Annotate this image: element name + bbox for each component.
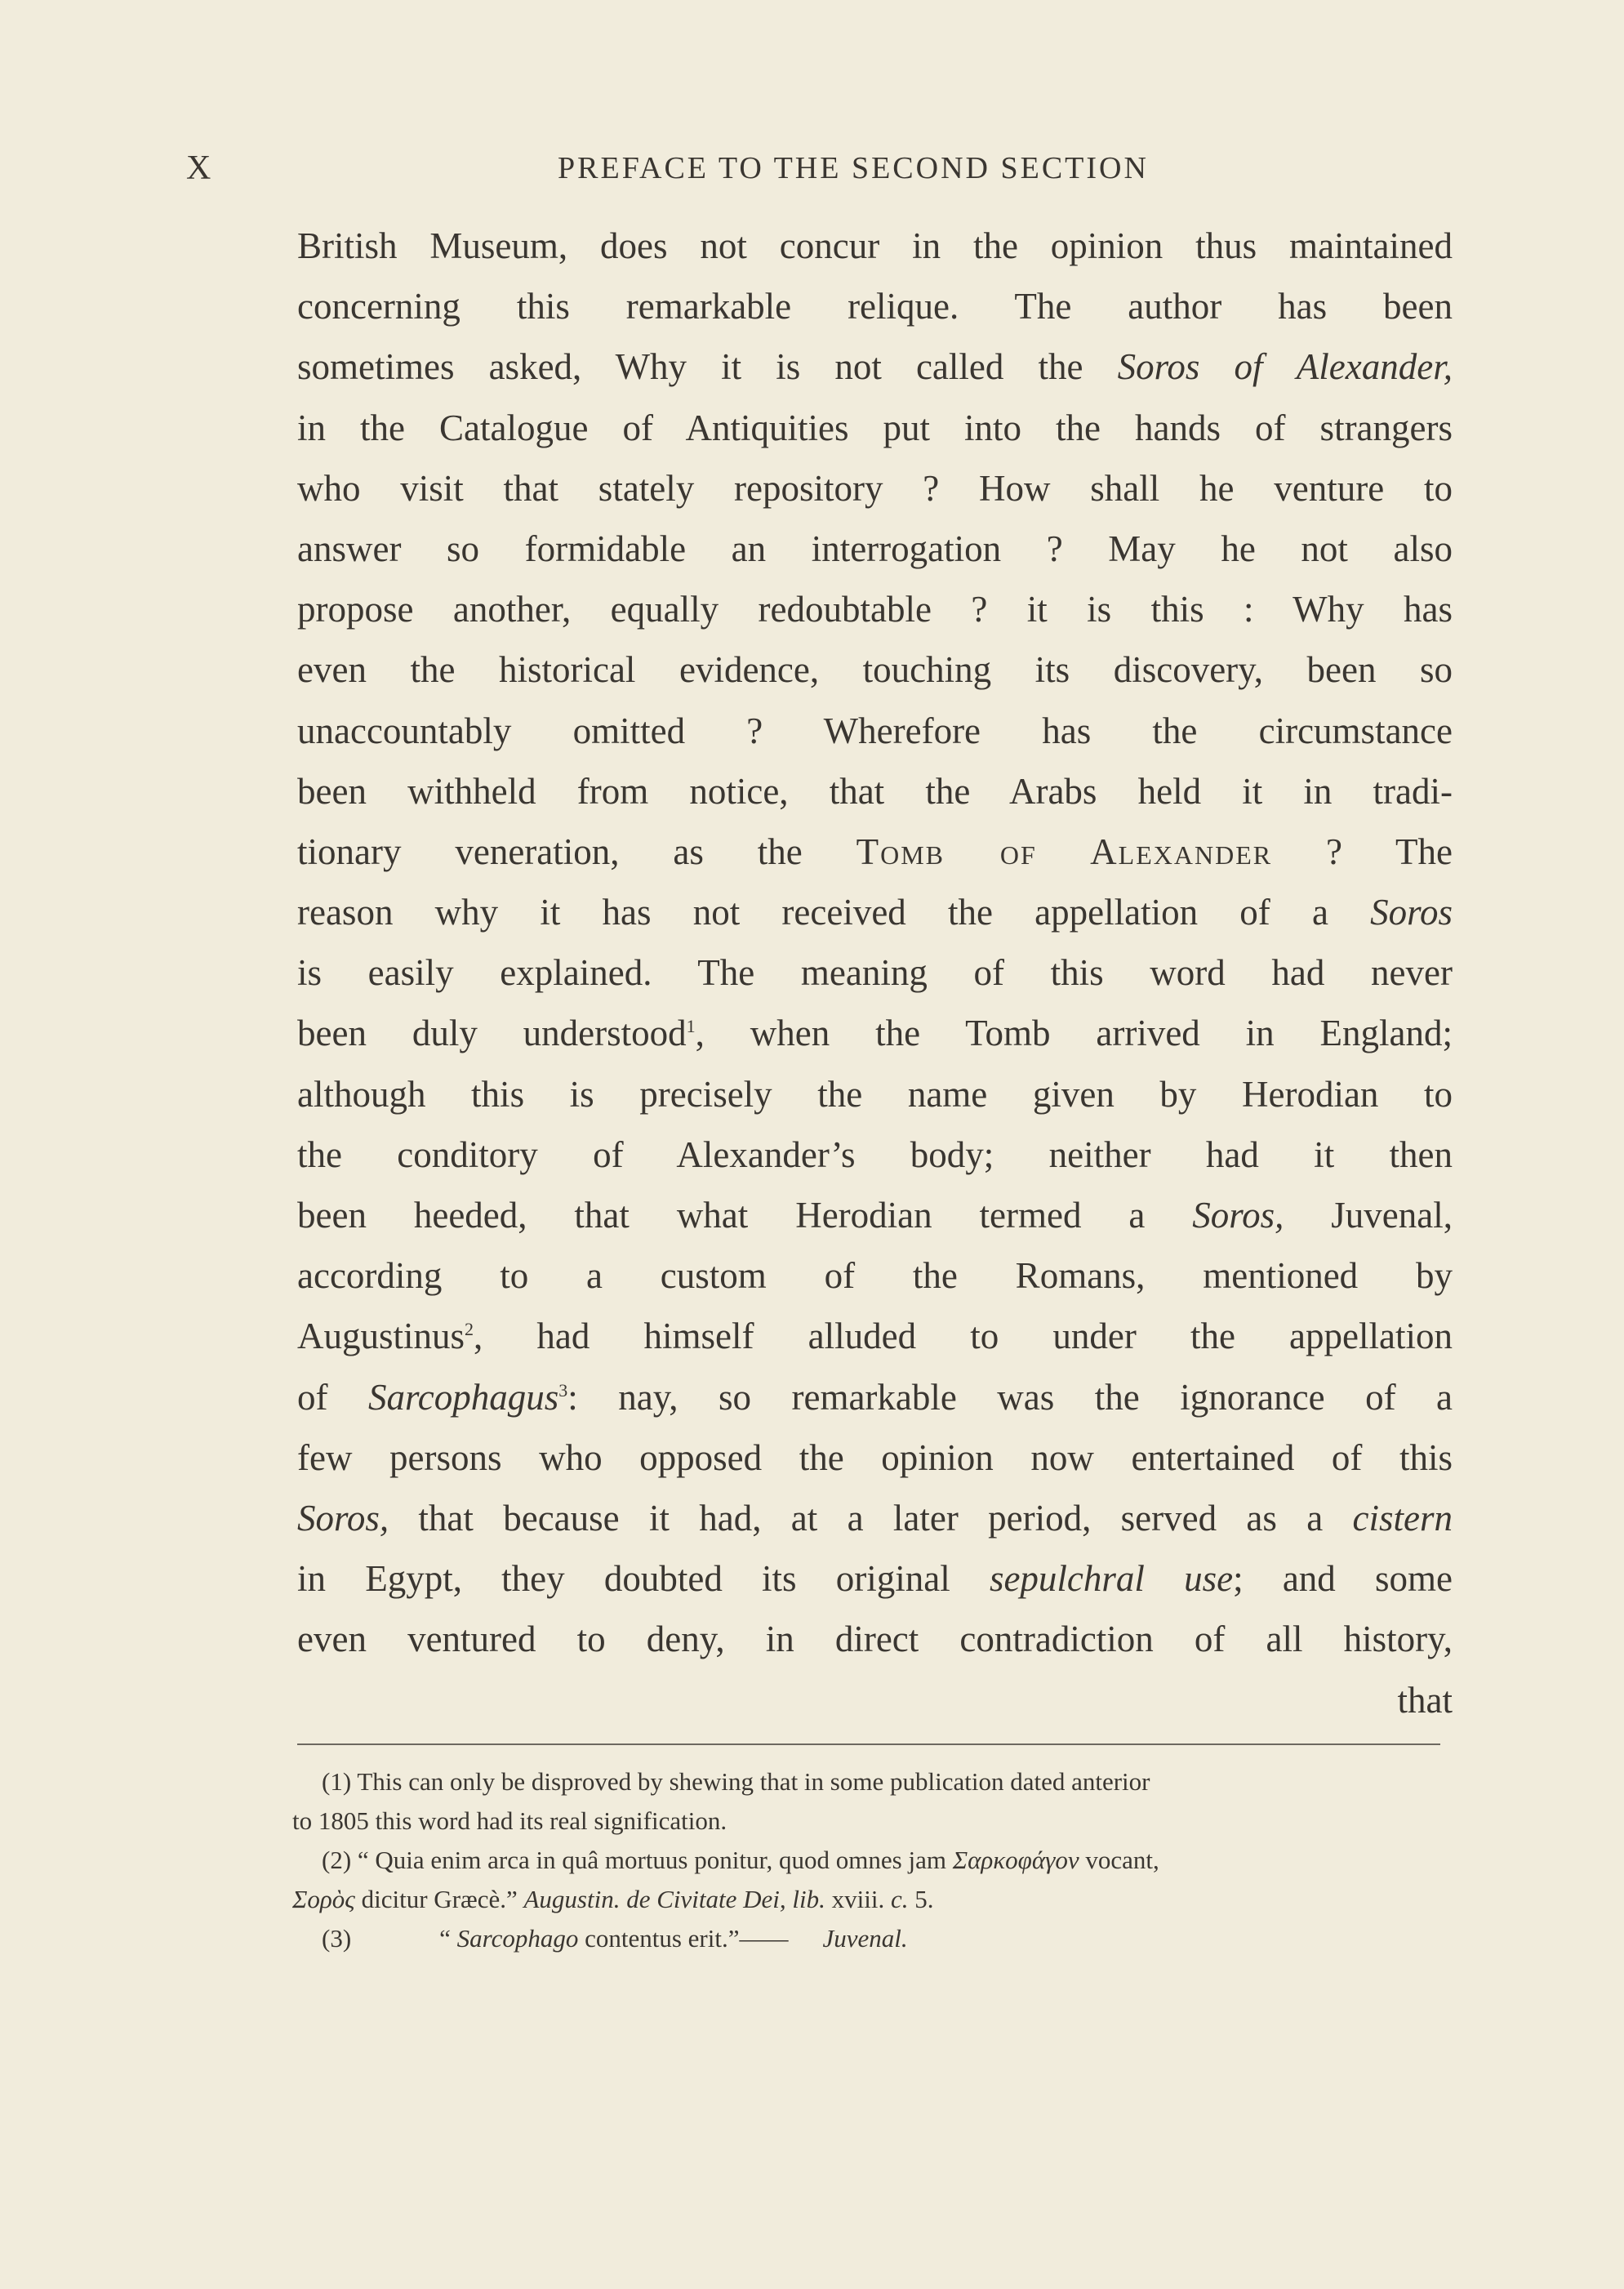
footnote-text: 5. xyxy=(908,1885,934,1913)
text-line: is easily explained. The meaning of this word had never xyxy=(297,952,1453,994)
footnote-ref-2: 2 xyxy=(465,1319,474,1340)
text-line: the conditory of Alexander’s body; neither had it then xyxy=(297,1133,1453,1175)
text-run: reason why it has not received the appellation of a xyxy=(297,892,1371,933)
greek-word: Σορὸς xyxy=(292,1885,355,1913)
footnote-text: “ Quia enim arca in quâ mortuus ponitur, quod omnes jam xyxy=(357,1846,953,1874)
text-line: been withheld from notice, that the Arabs held it in tradi- xyxy=(297,770,1453,812)
italic-run: Soros, xyxy=(1192,1195,1284,1236)
text-line: even ventured to deny, in direct contradiction of all history, xyxy=(297,1619,1453,1660)
footnotes xyxy=(292,1762,1452,1958)
text-line: although this is precisely the name given by Herodian to xyxy=(297,1073,1453,1115)
text-run: been duly understood xyxy=(297,1013,687,1054)
text-line xyxy=(297,1003,1453,1063)
footnote-2 xyxy=(292,1841,1452,1880)
body-text xyxy=(297,216,1453,1730)
text-line: who visit that stately repository ? How shall he venture to xyxy=(297,467,1453,509)
footnote-text: xviii. xyxy=(825,1885,891,1913)
italic-run: Sarcophago xyxy=(456,1924,579,1953)
italic-run: Soros xyxy=(1370,892,1453,933)
text-run: : nay, so remarkable was the ignorance of a xyxy=(567,1376,1453,1418)
small-caps-run: Tomb of Alexander xyxy=(856,831,1273,872)
italic-run: sepulchral use xyxy=(989,1558,1234,1600)
text-line: British Museum, does not concur in the opinion thus maintained xyxy=(297,225,1453,266)
footnote-1-continued: to 1805 this word had its real signification. xyxy=(292,1806,727,1835)
footnote-marker: (2) xyxy=(322,1846,352,1874)
italic-run: Soros of Alexander, xyxy=(1117,346,1453,388)
text-run: ? The xyxy=(1272,831,1453,872)
footnote-marker: (1) xyxy=(322,1767,352,1796)
text-line: few persons who opposed the opinion now entertained of this xyxy=(297,1436,1453,1478)
italic-run: Soros, xyxy=(297,1497,389,1539)
greek-word: Σαρκοφάγον xyxy=(952,1846,1079,1874)
citation: Augustin. de Civitate Dei, lib. xyxy=(523,1885,825,1913)
italic-run: cistern xyxy=(1352,1497,1453,1539)
text-run: sometimes asked, Why it is not called the xyxy=(297,346,1118,388)
text-run: tionary veneration, as the xyxy=(297,831,856,872)
text-line: according to a custom of the Romans, mentioned by xyxy=(297,1255,1453,1297)
text-line xyxy=(297,882,1453,942)
text-run: , had himself alluded to under the appellation xyxy=(474,1316,1453,1357)
text-line xyxy=(297,822,1453,882)
footnote-text: vocant, xyxy=(1079,1846,1159,1874)
text-run: , when the Tomb arrived in England; xyxy=(695,1013,1453,1054)
footnote-1 xyxy=(292,1762,1452,1801)
footnote-text: contentus erit.” xyxy=(578,1924,740,1953)
text-line xyxy=(297,1367,1453,1427)
text-line: propose another, equally redoubtable ? it is this : Why has xyxy=(297,589,1453,630)
text-line: unaccountably omitted ? Wherefore has the circumstance xyxy=(297,710,1453,751)
text-line xyxy=(297,1306,1453,1366)
running-head: PREFACE TO THE SECOND SECTION xyxy=(558,151,1149,185)
text-run: been heeded, that what Herodian termed a xyxy=(297,1195,1193,1236)
text-run: of xyxy=(297,1376,368,1418)
text-line: even the historical evidence, touching its discovery, been so xyxy=(297,649,1453,691)
text-line xyxy=(297,336,1453,397)
text-run: Juvenal, xyxy=(1284,1195,1453,1236)
page-number: X xyxy=(186,149,213,187)
footnote-ref-1: 1 xyxy=(686,1016,696,1037)
footnote-marker: (3) xyxy=(322,1924,352,1953)
text-line xyxy=(297,1185,1453,1245)
dash: —— xyxy=(739,1924,787,1953)
footnote-3 xyxy=(292,1919,1452,1958)
citation: c. xyxy=(890,1885,909,1913)
footnote-ref-3: 3 xyxy=(558,1379,568,1401)
text-run: in Egypt, they doubted its original xyxy=(297,1558,990,1600)
text-run: that because it had, at a later period, served as a xyxy=(389,1497,1353,1539)
text-line xyxy=(297,1548,1453,1609)
text-line xyxy=(297,1488,1453,1548)
text-line: answer so formidable an interrogation ? May he not also xyxy=(297,528,1453,569)
text-run: ; and some xyxy=(1233,1558,1453,1600)
citation: Juvenal. xyxy=(822,1924,908,1953)
text-line: in the Catalogue of Antiquities put into the hands of strangers xyxy=(297,407,1453,448)
text-run: Augustinus xyxy=(297,1316,465,1357)
italic-run: Sarcophagus xyxy=(367,1376,559,1418)
footnote-text: “ xyxy=(439,1924,457,1953)
text-line: concerning this remarkable relique. The author has been xyxy=(297,286,1453,327)
footnote-text: dicitur Græcè.” xyxy=(354,1885,524,1913)
catchword: that xyxy=(1397,1679,1453,1721)
footnote-rule xyxy=(297,1743,1440,1745)
footnote-2-continued xyxy=(292,1880,1452,1919)
footnote-text: This can only be disproved by shewing that in some publication dated anterior xyxy=(357,1767,1150,1796)
